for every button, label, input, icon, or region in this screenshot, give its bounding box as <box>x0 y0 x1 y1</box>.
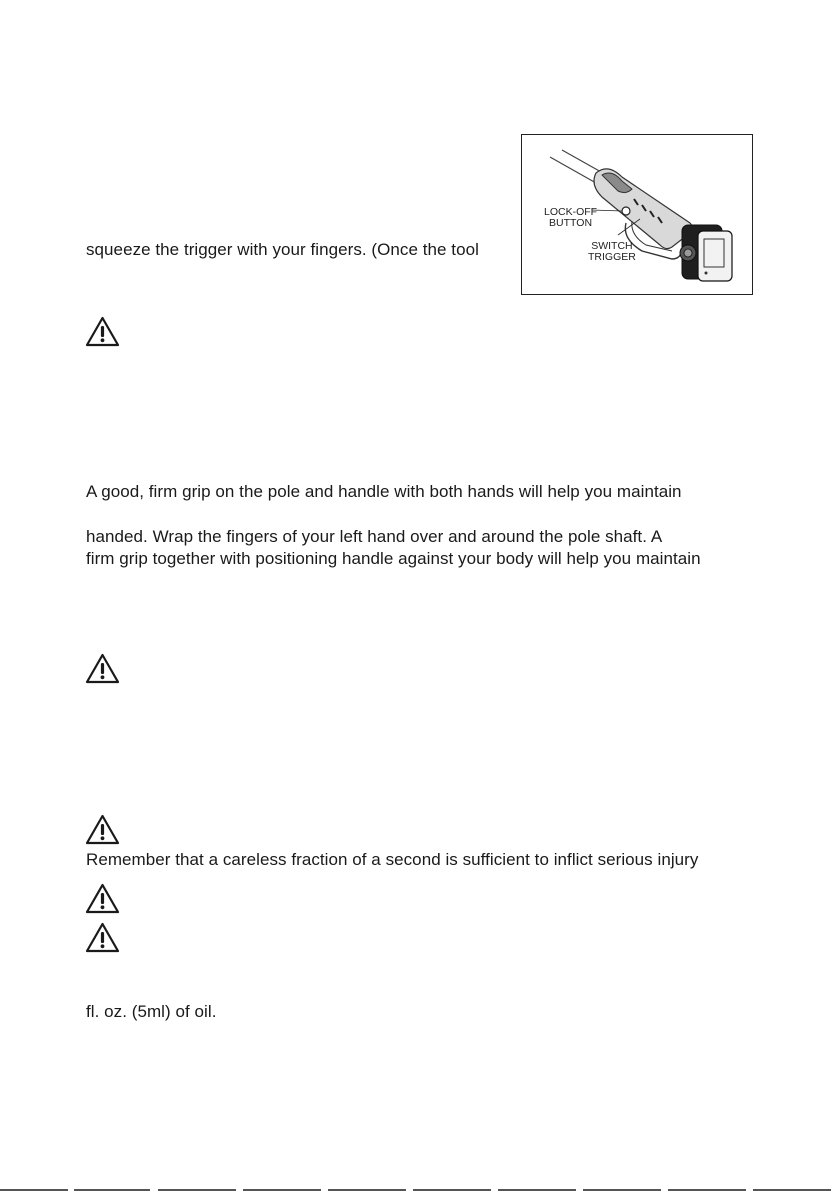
text-handed-wrap: handed. Wrap the fingers of your left hand over and around the pole shaft. A <box>86 527 663 546</box>
lock-off-label <box>544 207 597 229</box>
warning-triangle-icon <box>85 883 120 914</box>
warning-triangle-icon <box>85 653 120 684</box>
switch-trigger-label <box>588 241 636 263</box>
warning-triangle-icon <box>85 814 120 845</box>
lock-off-label-line1: LOCK-OFF <box>544 206 598 218</box>
warning-triangle-icon <box>85 922 120 953</box>
text-squeeze-trigger: squeeze the trigger with your fingers. (Once the tool <box>86 240 479 259</box>
lock-off-label-line2: BUTTON <box>549 217 593 229</box>
text-firm-grip-together: firm grip together with positioning handle against your body will help you maintain <box>86 549 701 568</box>
handle-illustration <box>521 134 753 295</box>
switch-trigger-label-line2: TRIGGER <box>588 251 636 263</box>
text-remember-careless: Remember that a careless fraction of a second is sufficient to inflict serious injury <box>86 850 699 869</box>
warning-triangle-icon <box>85 316 120 347</box>
text-oil-amount: fl. oz. (5ml) of oil. <box>86 1002 217 1021</box>
switch-trigger-label-line1: SWITCH <box>591 240 633 252</box>
text-good-firm-grip: A good, firm grip on the pole and handle with both hands will help you maintain <box>86 482 682 501</box>
